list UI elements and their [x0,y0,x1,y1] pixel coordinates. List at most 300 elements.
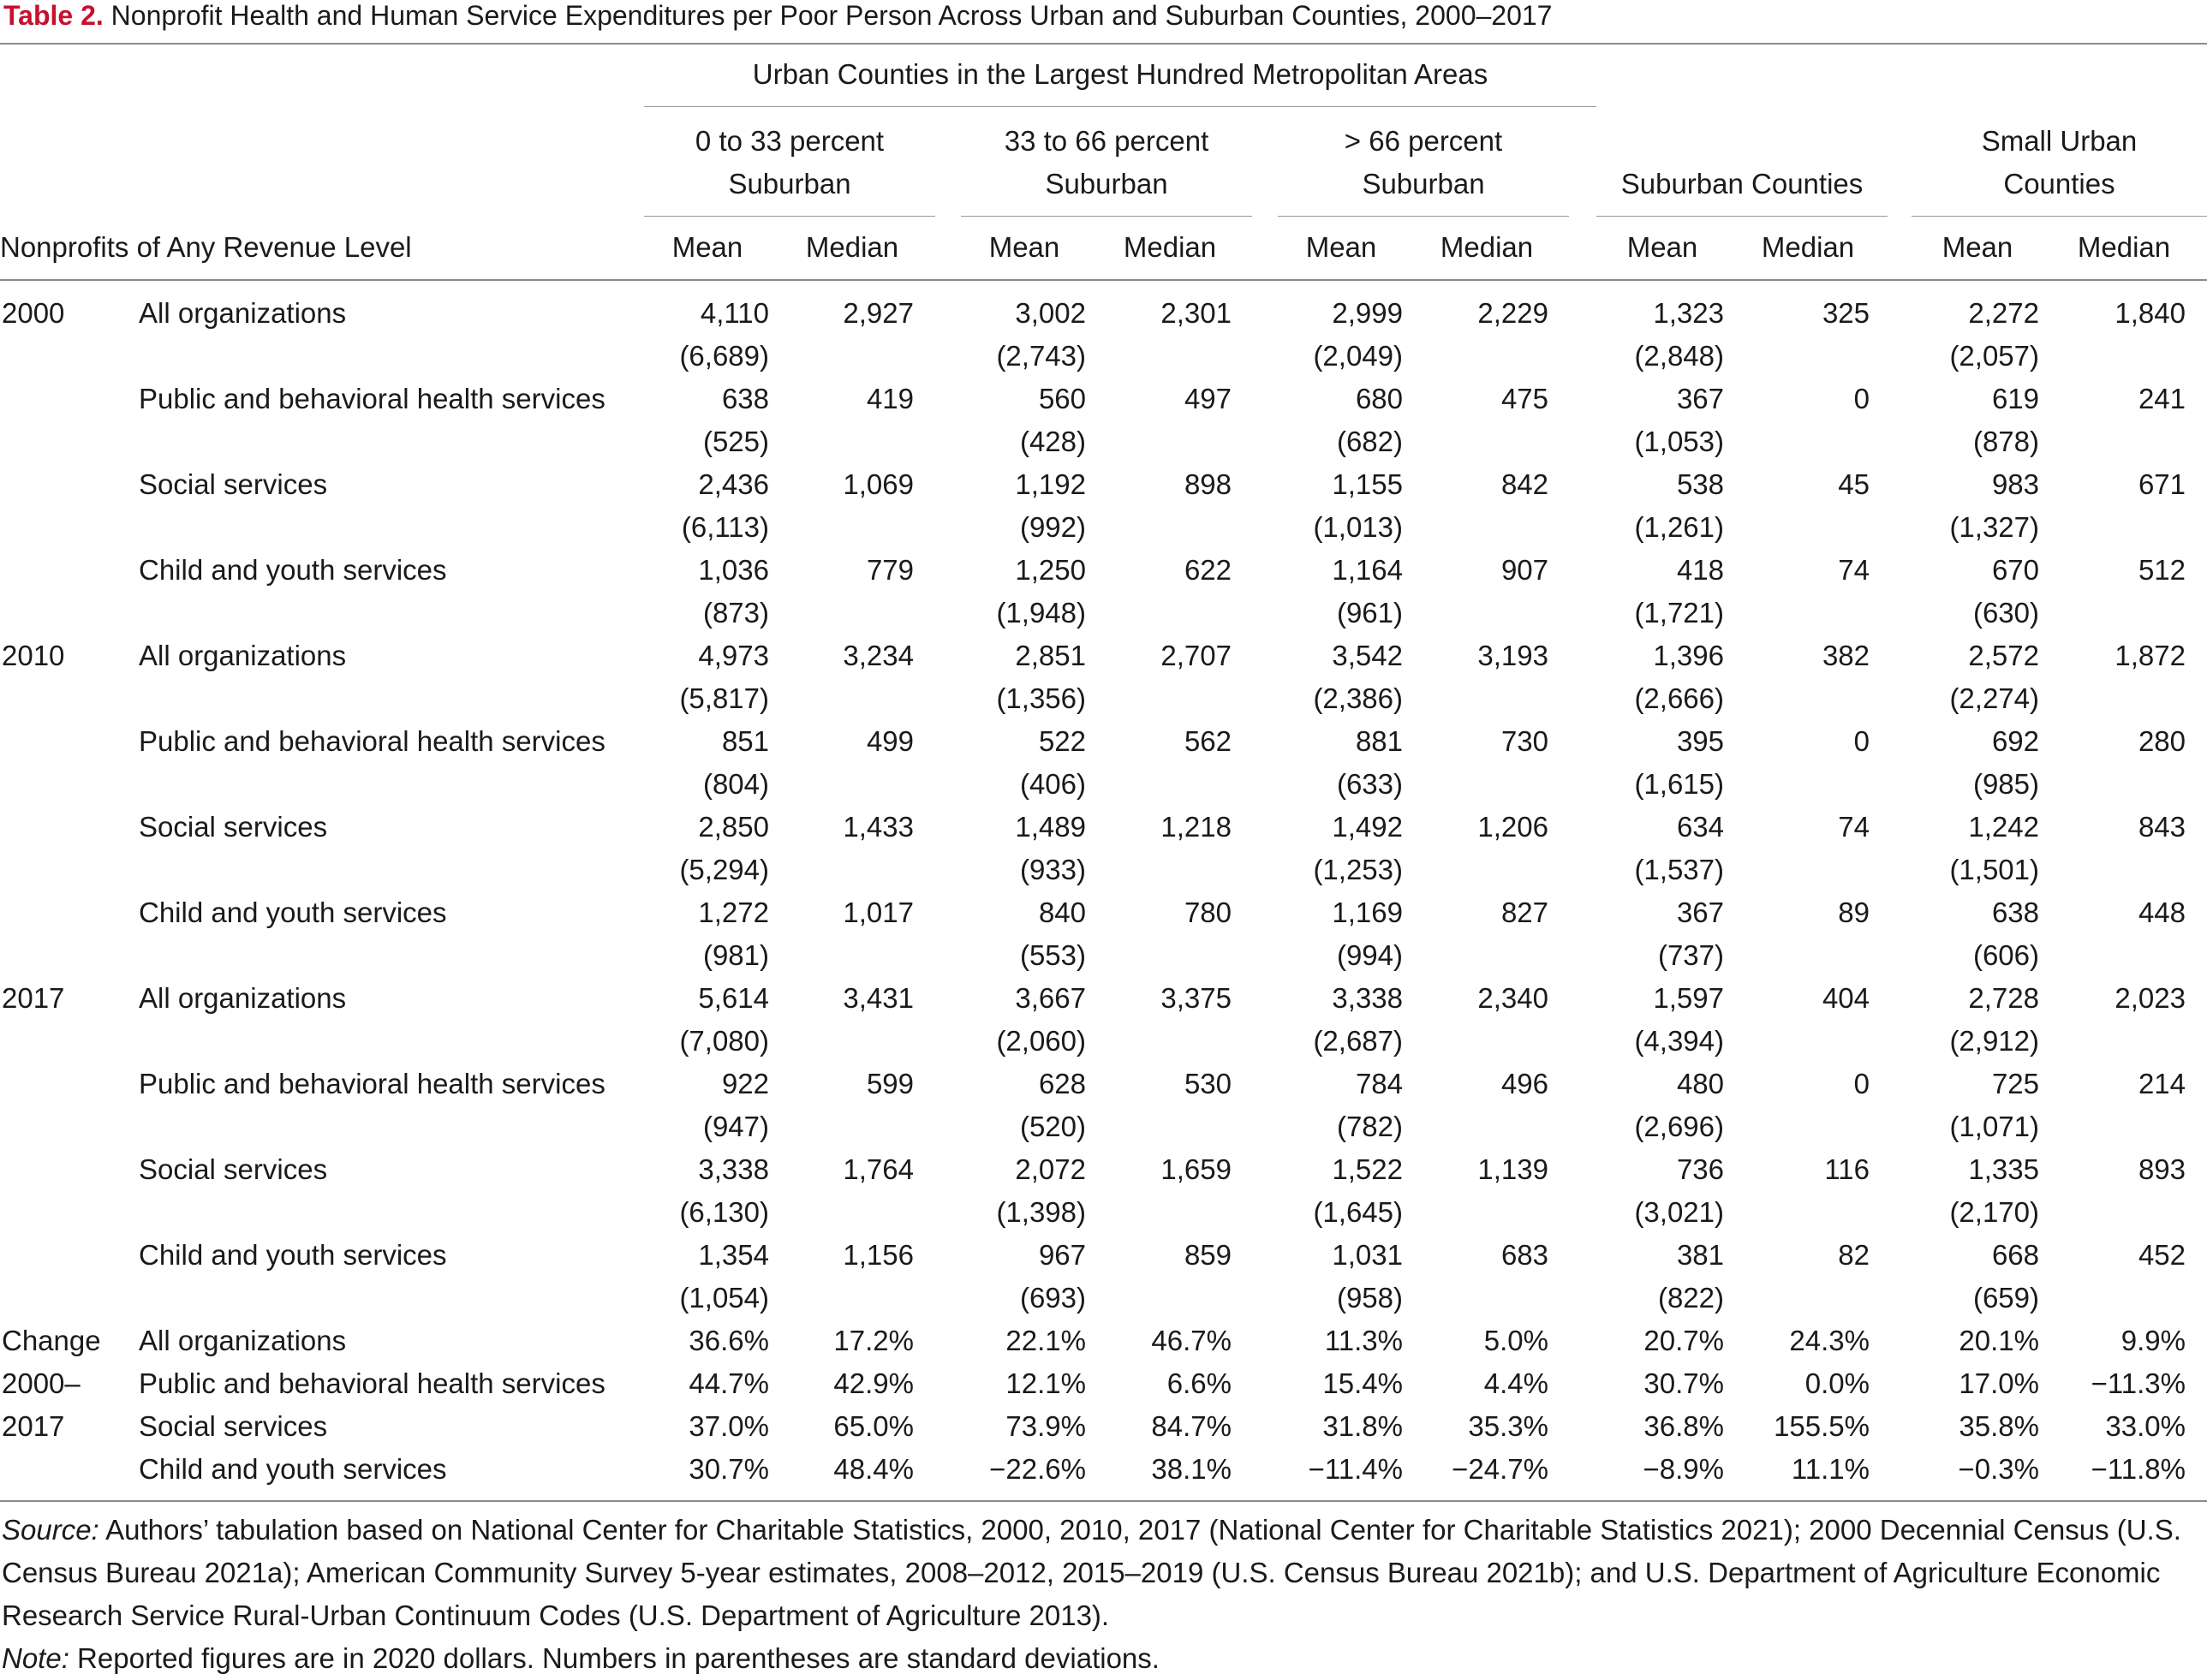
mean-value-cell: (2,057) [1949,340,2039,372]
table-row [0,977,2207,1020]
mean-value-cell: (5,817) [679,682,769,714]
mean-value-cell: (1,645) [1313,1196,1403,1228]
median-value-cell: 84.7% [1151,1410,1232,1442]
mean-column-header: Mean [1305,231,1377,263]
median-value-cell: 780 [1184,897,1232,928]
mean-column-header: Mean [1626,231,1698,263]
mean-value-cell: 668 [1991,1239,2039,1271]
table-row [0,1277,2207,1320]
median-column-header: Median [805,231,899,263]
median-value-cell: 2,340 [1477,982,1548,1014]
mean-value-cell: (3,021) [1634,1196,1724,1228]
median-value-cell: 2,707 [1160,640,1232,671]
mean-value-cell: 628 [1038,1068,1086,1099]
mean-value-cell: (737) [1657,939,1724,971]
table-row [0,1320,2207,1362]
median-value-cell [1681,763,1870,806]
median-column-header: Median [1761,231,1855,263]
table-row [0,1020,2207,1063]
median-value-cell: 404 [1822,982,1870,1014]
table-row [0,849,2207,891]
mean-value-cell: (4,394) [1634,1025,1724,1057]
median-value-cell: 89 [1838,897,1870,928]
median-value-cell: 280 [2138,725,2186,757]
median-value-cell [725,1020,914,1063]
median-value-cell [1043,1105,1232,1148]
median-value-cell [1043,506,1232,549]
median-value-cell [1997,335,2186,378]
median-value-cell: 859 [1184,1239,1232,1271]
table-row [0,677,2207,720]
mean-value-cell: −0.3% [1958,1453,2039,1485]
median-value-cell [1360,934,1548,977]
mean-value-cell: 381 [1676,1239,1724,1271]
median-value-cell: −11.3% [2091,1367,2186,1399]
median-value-cell: 2,229 [1477,297,1548,329]
median-value-cell: 1,218 [1160,811,1232,843]
median-value-cell [1997,763,2186,806]
mean-value-cell: (804) [702,768,769,800]
median-value-cell: 5.0% [1483,1325,1548,1356]
organization-cell: Public and behavioral health services [139,725,605,757]
mean-value-cell: 2,072 [1015,1153,1086,1185]
median-value-cell [725,934,914,977]
mean-value-cell: (1,537) [1634,854,1724,885]
organization-cell: Social services [139,811,328,843]
organization-cell: Child and youth services [139,1239,447,1271]
mean-value-cell: 1,164 [1332,554,1403,586]
table-row [0,506,2207,549]
mean-value-cell: (1,013) [1313,511,1403,543]
mean-value-cell: 44.7% [689,1367,769,1399]
mean-value-cell: (659) [1972,1282,2039,1314]
table-row [0,806,2207,849]
median-value-cell: 3,375 [1160,982,1232,1014]
median-value-cell: 1,206 [1477,811,1548,843]
mean-value-cell: (1,053) [1634,426,1724,457]
median-value-cell: 842 [1500,468,1548,500]
mean-value-cell: 1,031 [1332,1239,1403,1271]
median-value-cell: 779 [866,554,914,586]
mean-value-cell: (1,356) [996,682,1086,714]
median-value-cell [1043,592,1232,634]
median-value-cell [725,592,914,634]
mean-value-cell: 983 [1991,468,2039,500]
median-value-cell [1360,1105,1548,1148]
median-value-cell: 24.3% [1789,1325,1870,1356]
median-value-cell: 74 [1838,554,1870,586]
mean-value-cell: −8.9% [1643,1453,1724,1485]
mean-value-cell: 20.7% [1643,1325,1724,1356]
year-cell: 2017 [2,1410,65,1442]
mean-value-cell: −22.6% [989,1453,1086,1485]
mean-value-cell: (2,060) [996,1025,1086,1057]
source-note: Source: Authors’ tabulation based on National Center for Charitable Statistics, 2000, 2010, 2017 (National Center for Charitable Statistics 2021); 2000 Decennial Census (U.S. Census Bureau 2021a); American Community Survey 5-year estimates, 2008–2012, 2015–2019 (U.S. Census Bureau 2021b); and U.S. Department of Agriculture Economic Research Service Rural-Urban Continuum Codes (U.S. Department of Agriculture 2013). [2,1514,2181,1631]
mean-value-cell: (2,170) [1949,1196,2039,1228]
mean-value-cell: (2,274) [1949,682,2039,714]
organization-cell: Child and youth services [139,554,447,586]
top-rule [0,43,2207,45]
mean-value-cell: (1,948) [996,597,1086,629]
median-value-cell: −24.7% [1452,1453,1548,1485]
table-row [0,549,2207,592]
mean-value-cell: 35.8% [1959,1410,2039,1442]
mean-value-cell: 922 [721,1068,769,1099]
mean-value-cell: (782) [1336,1111,1403,1142]
mean-value-cell: 2,851 [1015,640,1086,671]
mean-value-cell: 881 [1355,725,1403,757]
median-value-cell [725,506,914,549]
table-row [0,934,2207,977]
table-row [0,335,2207,378]
median-value-cell: 499 [866,725,914,757]
mean-value-cell: (5,294) [679,854,769,885]
group-header-line1: 33 to 66 percent [1004,125,1209,157]
mean-value-cell: 538 [1676,468,1724,500]
median-value-cell: 382 [1822,640,1870,671]
median-value-cell [1360,592,1548,634]
table-row [0,1405,2207,1448]
mean-value-cell: (633) [1336,768,1403,800]
mean-value-cell: (2,666) [1634,682,1724,714]
mean-value-cell: 619 [1991,383,2039,414]
median-value-cell: 1,764 [843,1153,914,1185]
mean-value-cell: (873) [702,597,769,629]
mean-value-cell: 2,728 [1968,982,2039,1014]
mean-value-cell: 11.3% [1324,1325,1403,1356]
mean-value-cell: 851 [721,725,769,757]
median-value-cell [1997,849,2186,891]
median-value-cell: 325 [1822,297,1870,329]
median-value-cell [1043,335,1232,378]
mean-value-cell: (630) [1972,597,2039,629]
mean-value-cell: 1,522 [1332,1153,1403,1185]
median-value-cell: 419 [866,383,914,414]
mean-value-cell: 784 [1355,1068,1403,1099]
organization-cell: Public and behavioral health services [139,1367,605,1399]
median-value-cell: 65.0% [833,1410,914,1442]
mean-value-cell: 5,614 [698,982,769,1014]
mean-value-cell: 4,110 [700,297,769,329]
mean-value-cell: (2,912) [1949,1025,2039,1057]
mean-value-cell: 1,489 [1015,811,1086,843]
median-value-cell: 893 [2138,1153,2186,1185]
median-value-cell: 116 [1824,1153,1870,1185]
mean-value-cell: (2,386) [1313,682,1403,714]
group-header-line2: Suburban Counties [1620,168,1864,200]
median-value-cell [1360,506,1548,549]
median-value-cell [1997,506,2186,549]
mean-value-cell: 1,192 [1015,468,1086,500]
median-value-cell: 1,433 [843,811,914,843]
mean-value-cell: (693) [1019,1282,1086,1314]
median-value-cell [1997,1277,2186,1320]
organization-cell: All organizations [139,1325,347,1356]
median-value-cell: 2,023 [2115,982,2186,1014]
median-value-cell [1997,1020,2186,1063]
median-value-cell [725,335,914,378]
mean-value-cell: (553) [1019,939,1086,971]
table-row [0,1234,2207,1277]
median-value-cell [1360,420,1548,463]
mean-value-cell: (1,253) [1313,854,1403,885]
year-cell: 2000– [2,1367,81,1399]
median-value-cell: 2,927 [843,297,914,329]
mean-value-cell: (6,689) [679,340,769,372]
median-value-cell: 1,840 [2115,297,2186,329]
group-rule [644,216,935,217]
mean-value-cell: (2,848) [1634,340,1724,372]
organization-cell: All organizations [139,640,347,671]
median-value-cell [1360,1020,1548,1063]
median-value-cell: 683 [1500,1239,1548,1271]
median-value-cell: 74 [1838,811,1870,843]
mean-value-cell: 31.8% [1322,1410,1403,1442]
mean-value-cell: 367 [1676,383,1724,414]
median-value-cell [1681,1191,1870,1234]
mean-value-cell: (822) [1657,1282,1724,1314]
median-value-cell [1997,677,2186,720]
median-value-cell: 898 [1184,468,1232,500]
mean-value-cell: 36.8% [1643,1410,1724,1442]
year-cell: Change [2,1325,101,1356]
year-cell: 2000 [2,297,65,329]
group-header-line2: Suburban [728,168,851,200]
mean-value-cell: (2,687) [1313,1025,1403,1057]
mean-value-cell: 1,155 [1332,468,1403,500]
median-value-cell [725,1191,914,1234]
median-value-cell: 671 [2138,468,2186,500]
median-value-cell: 599 [866,1068,914,1099]
median-value-cell: 1,659 [1160,1153,1232,1185]
organization-cell: Social services [139,1410,328,1442]
median-value-cell [1997,420,2186,463]
mean-value-cell: 22.1% [1005,1325,1086,1356]
mean-value-cell: 522 [1038,725,1086,757]
median-value-cell: −11.8% [2091,1453,2186,1485]
mean-value-cell: 37.0% [689,1410,769,1442]
general-note: Note: Reported figures are in 2020 dollars. Numbers in parentheses are standard deviations. [2,1642,1160,1674]
group-header-line2: Suburban [1362,168,1485,200]
mean-value-cell: 1,169 [1332,897,1403,928]
table-row [0,1148,2207,1191]
mean-value-cell: (606) [1972,939,2039,971]
row-label-header: Nonprofits of Any Revenue Level [0,231,412,263]
urban-group-rule [644,106,1596,107]
mean-value-cell: 3,338 [698,1153,769,1185]
mean-value-cell: (981) [702,939,769,971]
median-value-cell: 0.0% [1804,1367,1870,1399]
table-row [0,1063,2207,1105]
median-value-cell [1043,677,1232,720]
median-value-cell [1043,1191,1232,1234]
median-column-header: Median [1123,231,1217,263]
organization-cell: All organizations [139,982,347,1014]
median-value-cell [1360,335,1548,378]
median-value-cell: 6.6% [1166,1367,1232,1399]
median-value-cell: 155.5% [1774,1410,1870,1442]
median-value-cell [725,1277,914,1320]
table-row [0,891,2207,934]
median-value-cell: 4.4% [1483,1367,1548,1399]
mean-value-cell: 3,667 [1015,982,1086,1014]
median-value-cell [1043,1277,1232,1320]
mean-value-cell: 1,335 [1968,1153,2039,1185]
group-header-line1: > 66 percent [1344,125,1503,157]
mean-value-cell: 15.4% [1322,1367,1403,1399]
median-value-cell: 562 [1184,725,1232,757]
median-value-cell [1681,335,1870,378]
median-value-cell [1681,506,1870,549]
median-value-cell [1043,849,1232,891]
median-value-cell [1043,1020,1232,1063]
group-rule [1278,216,1569,217]
median-value-cell: 3,193 [1477,640,1548,671]
mean-value-cell: (958) [1336,1282,1403,1314]
mean-value-cell: 1,250 [1015,554,1086,586]
median-value-cell [1681,420,1870,463]
group-rule [961,216,1252,217]
median-value-cell: 11.1% [1791,1453,1870,1485]
table-row [0,463,2207,506]
table-row [0,378,2207,420]
table-row [0,763,2207,806]
median-value-cell [1360,677,1548,720]
mean-value-cell: 840 [1038,897,1086,928]
median-value-cell: 1,156 [843,1239,914,1271]
median-value-cell [725,677,914,720]
mean-value-cell: (6,113) [681,511,769,543]
median-value-cell [725,420,914,463]
median-value-cell: 17.2% [833,1325,914,1356]
year-cell: 2017 [2,982,65,1014]
table-row [0,420,2207,463]
mean-value-cell: (682) [1336,426,1403,457]
mean-value-cell: 1,492 [1332,811,1403,843]
mean-value-cell: (961) [1336,597,1403,629]
mean-value-cell: 3,542 [1332,640,1403,671]
mean-value-cell: (985) [1972,768,2039,800]
median-value-cell [1681,849,1870,891]
median-value-cell: 45 [1838,468,1870,500]
mean-value-cell: (1,615) [1634,768,1724,800]
mean-value-cell: 680 [1355,383,1403,414]
median-value-cell: 0 [1853,383,1870,414]
mean-column-header: Mean [1942,231,2013,263]
median-value-cell: 46.7% [1151,1325,1232,1356]
mean-value-cell: 1,036 [698,554,769,586]
bottom-rule [0,1500,2207,1502]
mean-value-cell: 560 [1038,383,1086,414]
median-column-header: Median [1440,231,1534,263]
table-row [0,634,2207,677]
median-value-cell: 38.1% [1151,1453,1232,1485]
mean-value-cell: 1,323 [1653,297,1724,329]
mean-value-cell: (2,049) [1313,340,1403,372]
table-row [0,1191,2207,1234]
median-value-cell [1043,420,1232,463]
mean-value-cell: (992) [1019,511,1086,543]
median-value-cell [1360,849,1548,891]
organization-cell: Social services [139,1153,328,1185]
median-value-cell [1997,592,2186,634]
median-value-cell [1681,1020,1870,1063]
mean-value-cell: (1,721) [1634,597,1724,629]
table-footnotes [2,1509,2194,1680]
mean-value-cell: (878) [1972,426,2039,457]
mean-value-cell: (1,398) [996,1196,1086,1228]
mean-value-cell: 2,999 [1332,297,1403,329]
mean-column-header: Mean [671,231,743,263]
organization-cell: Public and behavioral health services [139,1068,605,1099]
median-value-cell [1360,1191,1548,1234]
median-value-cell: 241 [2138,383,2186,414]
mean-value-cell: 2,436 [698,468,769,500]
median-value-cell [1681,1105,1870,1148]
mean-value-cell: (2,743) [996,340,1086,372]
median-value-cell [725,1105,914,1148]
median-value-cell: 1,017 [843,897,914,928]
mean-value-cell: 634 [1676,811,1724,843]
median-value-cell: 214 [2138,1068,2186,1099]
median-value-cell: 48.4% [833,1453,914,1485]
group-header-line1: 0 to 33 percent [695,125,885,157]
mean-value-cell: (1,054) [679,1282,769,1314]
mean-value-cell: (428) [1019,426,1086,457]
median-value-cell [1681,592,1870,634]
median-value-cell [1681,1277,1870,1320]
median-value-cell [1360,1277,1548,1320]
median-value-cell [1997,1105,2186,1148]
mean-value-cell: 12.1% [1005,1367,1086,1399]
mean-value-cell: 73.9% [1005,1410,1086,1442]
mean-value-cell: 367 [1676,897,1724,928]
group-header-line1: Small Urban [1981,125,2138,157]
table-row [0,592,2207,634]
organization-cell: Child and youth services [139,1453,447,1485]
mean-value-cell: (406) [1019,768,1086,800]
median-value-cell [1043,763,1232,806]
median-value-cell: 3,234 [843,640,914,671]
median-value-cell: 497 [1184,383,1232,414]
mean-value-cell: 638 [1991,897,2039,928]
mean-value-cell: 20.1% [1959,1325,2039,1356]
mean-value-cell: 638 [721,383,769,414]
median-value-cell [1997,1191,2186,1234]
median-value-cell: 843 [2138,811,2186,843]
mean-value-cell: 2,572 [1968,640,2039,671]
mean-value-cell: 17.0% [1959,1367,2039,1399]
mean-value-cell: 36.6% [689,1325,769,1356]
median-value-cell: 475 [1500,383,1548,414]
median-value-cell: 1,139 [1477,1153,1548,1185]
mean-value-cell: 1,354 [698,1239,769,1271]
table-row [0,1105,2207,1148]
group-header-line2: Counties [2003,168,2115,200]
mean-value-cell: 736 [1676,1153,1724,1185]
mean-value-cell: 3,002 [1015,297,1086,329]
median-value-cell [725,849,914,891]
organization-cell: Child and youth services [139,897,447,928]
mean-value-cell: 725 [1991,1068,2039,1099]
year-cell: 2010 [2,640,65,671]
mean-value-cell: 1,597 [1653,982,1724,1014]
table-caption: Nonprofit Health and Human Service Expenditures per Poor Person Across Urban and Suburban Counties, 2000–2017 [110,0,1553,31]
median-value-cell: 0 [1853,1068,1870,1099]
median-value-cell: 448 [2138,897,2186,928]
organization-cell: All organizations [139,297,347,329]
median-value-cell: 1,872 [2115,640,2186,671]
